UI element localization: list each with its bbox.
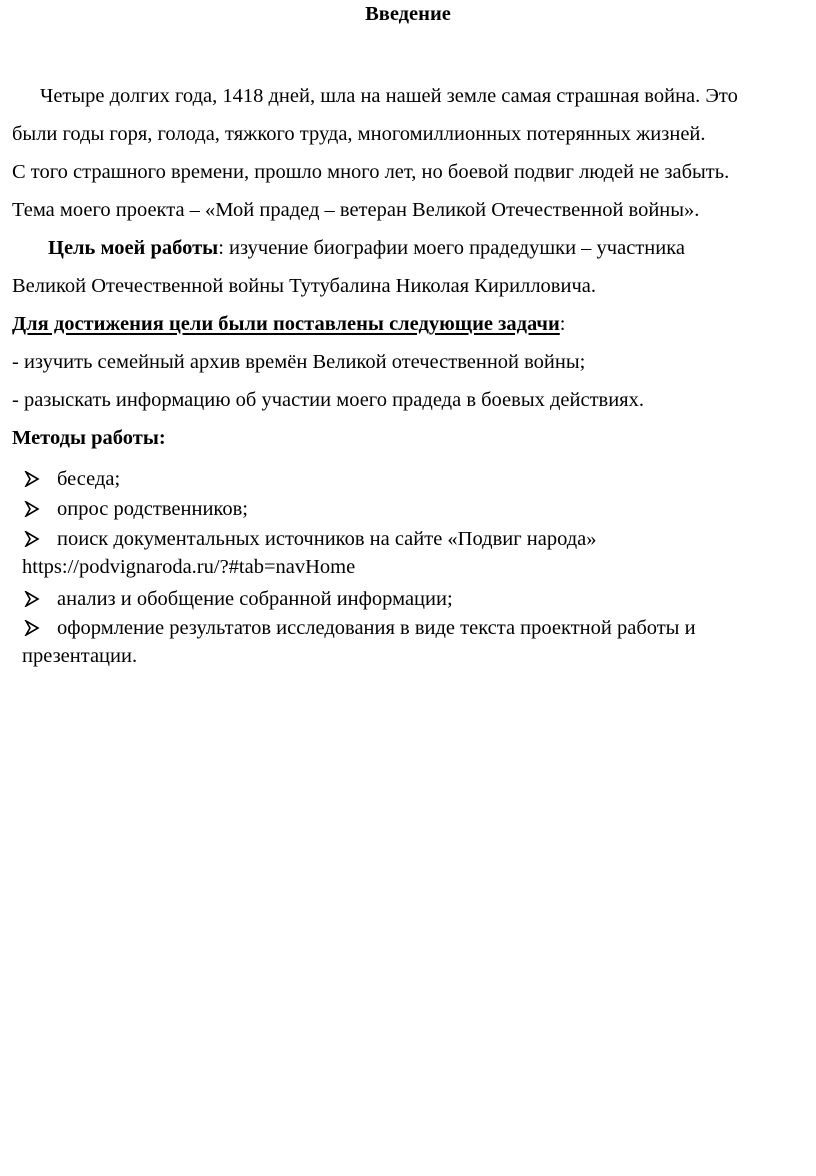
method-item-5-continuation: презентации. [22, 645, 138, 667]
tasks-label: Для достижения цели были поставлены следующие задачи [12, 313, 560, 335]
arrowhead-bullet-icon [24, 620, 40, 636]
tasks-colon: : [559, 313, 566, 335]
goal-line-1 [48, 236, 685, 260]
arrowhead-bullet-icon [24, 471, 40, 487]
goal-line-2: Великой Отечественной войны Тутубалина Николая Кирилловича. [12, 275, 596, 297]
method-item-text: опрос родственников; [57, 498, 248, 520]
goal-text: : изучение биографии моего прадедушки – участника [218, 237, 685, 259]
task-item-1: - изучить семейный архив времён Великой отечественной войны; [12, 351, 586, 373]
method-item-text: беседа; [57, 468, 121, 490]
arrowhead-bullet-icon [24, 501, 40, 517]
method-item-text: анализ и обобщение собранной информации; [57, 588, 453, 610]
goal-label: Цель моей работы [48, 237, 219, 259]
page-title: Введение [365, 3, 451, 25]
method-item-text: оформление результатов исследования в виде текста проектной работы и [57, 617, 696, 639]
intro-line-1: Четыре долгих года, 1418 дней, шла на нашей земле самая страшная война. Это [40, 85, 738, 107]
method-url-link[interactable]: https://podvignaroda.ru/?#tab=navHome [22, 556, 356, 578]
task-item-2: - разыскать информацию об участии моего прадеда в боевых действиях. [12, 389, 644, 411]
method-item-text: поиск документальных источников на сайте «Подвиг народа» [57, 528, 597, 550]
methods-heading: Методы работы: [12, 427, 166, 449]
arrowhead-bullet-icon [24, 591, 40, 607]
intro-line-4: Тема моего проекта – «Мой прадед – ветеран Великой Отечественной войны». [12, 199, 700, 221]
tasks-heading [12, 312, 566, 336]
intro-line-2: были годы горя, голода, тяжкого труда, многомиллионных потерянных жизней. [12, 123, 706, 145]
intro-line-3: С того страшного времени, прошло много лет, но боевой подвиг людей не забыть. [12, 161, 730, 183]
arrowhead-bullet-icon [24, 531, 40, 547]
